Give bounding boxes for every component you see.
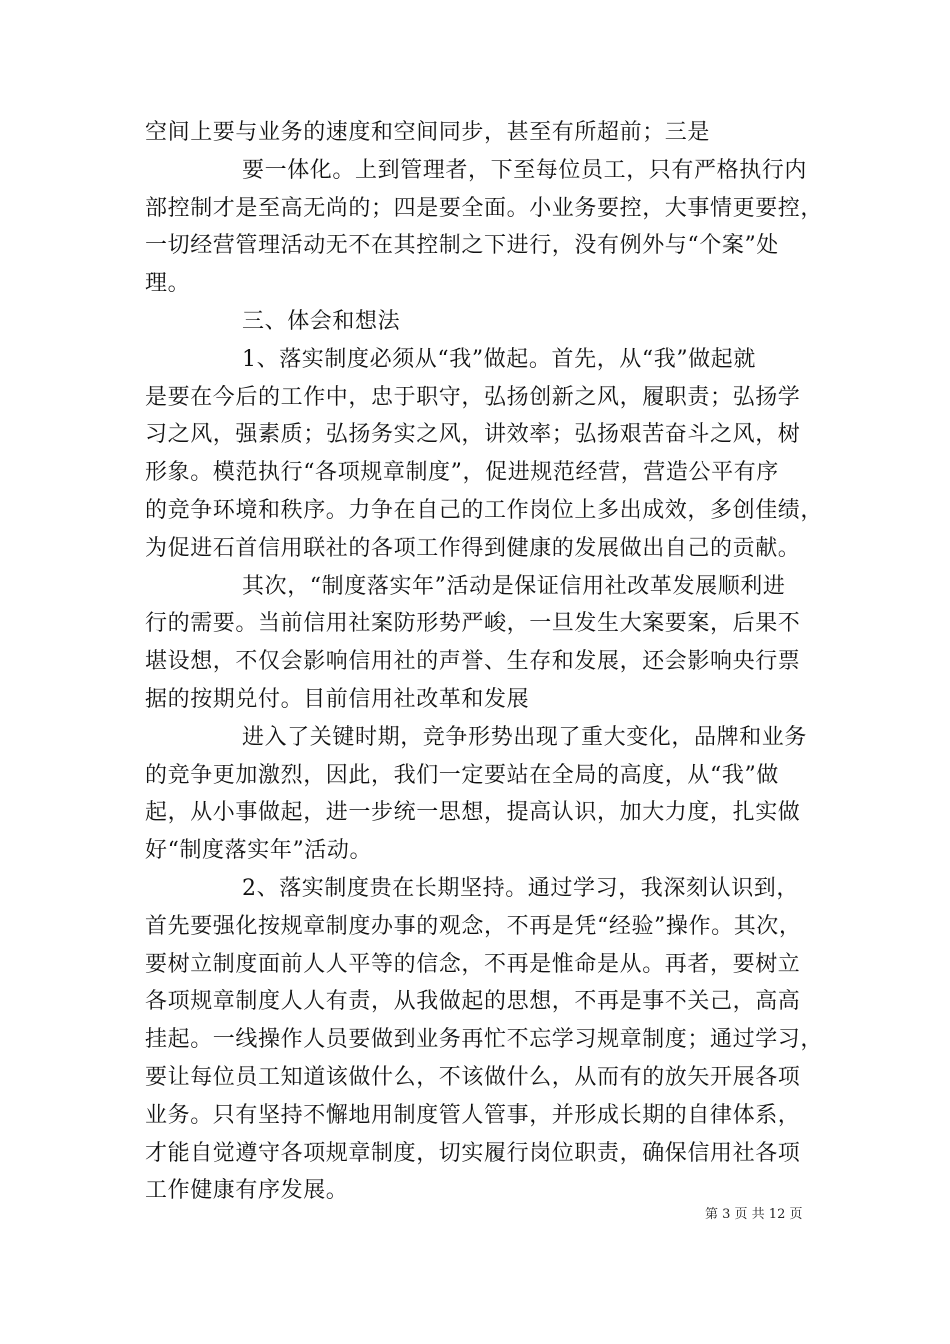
text-line: 形象。模范执行“各项规章制度”，促进规范经营，营造公平有序 [145, 460, 779, 486]
text-line: 要让每位员工知道该做什么，不该做什么，从而有的放矢开展各项 [145, 1064, 801, 1090]
page-number: 第 3 页 共 12 页 [705, 1207, 803, 1222]
text-line: 挂起。一线操作人员要做到业务再忙不忘学习规章制度；通过学习， [145, 1027, 824, 1053]
text-line: 空间上要与业务的速度和空间同步，甚至有所超前；三是 [145, 120, 711, 145]
text-line: 2、落实制度贵在长期坚持。通过学习，我深刻认识到， [242, 875, 799, 901]
text-line: 进入了关键时期，竞争形势出现了重大变化，品牌和业务 [242, 724, 808, 750]
text-line: 的竞争环境和秩序。力争在自己的工作岗位上多出成效，多创佳绩， [145, 497, 824, 523]
text-line: 一切经营管理活动无不在其控制之下进行，没有例外与“个案”处 [145, 233, 779, 259]
text-line: 要一体化。上到管理者，下至每位员工，只有严格执行内 [242, 157, 808, 183]
text-line: 为促进石首信用联社的各项工作得到健康的发展做出自己的贡献。 [145, 535, 801, 561]
text-line: 首先要强化按规章制度办事的观念，不再是凭“经验”操作。其次， [145, 913, 802, 939]
text-line: 工作健康有序发展。 [145, 1178, 349, 1204]
text-line: 行的需要。当前信用社案防形势严峻，一旦发生大案要案，后果不 [145, 611, 801, 637]
text-line: 才能自觉遵守各项规章制度，切实履行岗位职责，确保信用社各项 [145, 1140, 801, 1166]
text-line: 部控制才是至高无尚的；四是要全面。小业务要控，大事情更要控， [145, 195, 824, 221]
text-line: 各项规章制度人人有责，从我做起的思想，不再是事不关己，高高 [145, 989, 801, 1015]
text-line: 理。 [145, 271, 191, 297]
text-line: 习之风，强素质；弘扬务实之风，讲效率；弘扬艰苦奋斗之风，树 [145, 422, 801, 448]
text-line: 起，从小事做起，进一步统一思想，提高认识，加大力度，扎实做 [145, 800, 801, 826]
text-line: 要树立制度面前人人平等的信念，不再是惟命是从。再者，要树立 [145, 951, 801, 977]
text-line: 1、落实制度必须从“我”做起。首先，从“我”做起就 [242, 346, 756, 372]
text-line: 其次，“制度落实年”活动是保证信用社改革发展顺利进 [242, 573, 786, 599]
text-line: 好“制度落实年”活动。 [145, 838, 373, 864]
text-line: 据的按期兑付。目前信用社改革和发展 [145, 686, 530, 712]
text-line: 堪设想，不仅会影响信用社的声誉、生存和发展，还会影响央行票 [145, 649, 801, 675]
text-line: 三、体会和想法 [242, 308, 401, 334]
text-line: 业务。只有坚持不懈地用制度管人管事，并形成长期的自律体系， [145, 1102, 801, 1128]
text-line: 是要在今后的工作中，忠于职守，弘扬创新之风，履职责；弘扬学 [145, 384, 801, 410]
text-line: 的竞争更加激烈，因此，我们一定要站在全局的高度，从“我”做 [145, 762, 779, 788]
body-text [145, 114, 825, 1210]
